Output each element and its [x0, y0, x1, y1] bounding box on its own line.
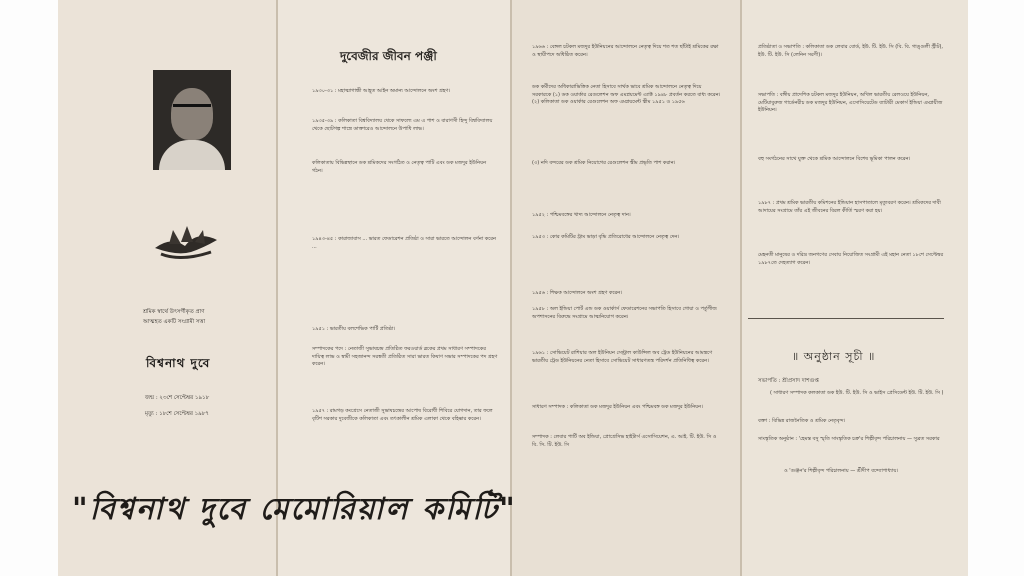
- bio-entry: ১৯৫৬ : শিক্ষক আন্দোলনে অংশ গ্রহণ করেন।: [532, 290, 623, 296]
- lotus-emblem-icon: [151, 218, 223, 270]
- program-item: বক্তা : বিভিন্ন রাজনৈতিক ও শ্রমিক নেতৃবৃন্দ।: [758, 418, 846, 424]
- death-date: মৃত্যু : ১৮শে সেপ্টেম্বর ১৯৮৭: [145, 411, 209, 417]
- bio-entry: ১৯৩৫-৩৯ : কলিকাতা বিশ্ববিদ্যালয় থেকে সাফল্যে এম এ পাশ ও বারাণসী হিন্দু বিশ্ববিদ্যালয় থেকে ছোটগল্প শাস্ত্রে ডাক্তারেও আন্দোলনে উপাধি লাভ।: [312, 118, 493, 132]
- person-name: বিশ্বনাথ দুবে: [146, 356, 211, 370]
- bio-entry: সম্পাদক : লেবার পার্টি অব ইন্ডিয়া, প্রোগ্রেসিভ হাইটার্স এসোসিয়েশন, এ. আই. টি. ইউ. সি ও বি. সি. টি. ইউ. সি: [532, 434, 717, 448]
- bio-entry: প্রতিষ্ঠাতা ও সভাপতি : কলিকাতা ডক লেবার বোর্ড, ইউ. টি. ইউ. সি (বি. বি. গাঙ্গুলী স্ট্রীট), ইউ. টি. ইউ. সি (লেনিন সরণী)।: [758, 44, 944, 58]
- bio-entry: ১৯৫৩ : কোর কমিটির ট্রাম ভাড়া বৃদ্ধি প্রতিরোধের আন্দোলনে নেতৃত্ব দেন।: [532, 234, 680, 240]
- section-divider: [748, 318, 944, 319]
- program-item: সাংস্কৃতিক অনুষ্ঠান : 'হেমন্ত বসু স্মৃতি সাংস্কৃতিক চক্র'র শিল্পীবৃন্দ পরিচালনায় — সুব্রত সরকার: [758, 436, 940, 442]
- bio-entry: ১৯৫২ : পশ্চিমবঙ্গের খাদ্য আন্দোলনে নেতৃত্ব দান।: [532, 212, 631, 218]
- portrait-photo: [153, 70, 231, 170]
- cover-caption-1: শ্রমিক স্বার্থে উৎসর্গীকৃত প্রাণ: [143, 309, 205, 315]
- portrait-glasses: [173, 104, 211, 115]
- program-title: ॥ অনুষ্ঠান সূচী ॥: [792, 350, 876, 363]
- bio-entry: ১৯৩০-৩১ : মহাত্মাগান্ধী আহূত আইন অমান্য আন্দোলনে অংশ গ্রহণ।: [312, 88, 451, 94]
- bio-entry: সভাপতি : বঙ্গীয় প্রাদেশিক চটকল মজদুর ইউনিয়ন, অখিল ভারতীয় রেলওয়ে ইউনিয়ন, মেটিয়াবুরুজ গার্ডেনরীচ ডক মজদুর ইউনিয়ন, এসোসিয়েটেড ব্যাটারী মেকার্স ইন্ডিয়া এমপ্লয়ীজ ইউনিয়ন।: [758, 92, 943, 113]
- program-item: ( সাধারণ সম্পাদক কলকাতা ডক ইউ. টি. ইউ. সি ও ভাইস প্রেসিডেন্ট ইউ. টি. ইউ. সি ): [770, 390, 944, 396]
- biography-heading: দুবেজীর জীবন পঞ্জী: [340, 49, 437, 63]
- bio-entry: কলিকাতায় বিভিন্নস্থানে ডক শ্রমিকদের সংগঠিত ও নেতৃত্ব পাটি এবং ডক মজদুর ইউনিয়ন গঠন।: [312, 160, 487, 174]
- birth-date: জন্ম : ২৩শে সেপ্টেম্বর ১৯১৮: [145, 395, 210, 401]
- bio-entry: ১৯৫৮ : অল ইন্ডিয়া পোর্ট এন্ড ডক ওয়ার্কার্স ফেডারেশনের সভাপতি হিসাবে গোয়া ও পর্তুগীজ অপশাসনের বিরুদ্ধে সংগ্রামে আত্মনিয়োগ করেন।: [532, 306, 717, 320]
- bio-entry: বহু সংগঠনের সাথে যুক্ত থেকে শ্রমিক আন্দোলনে বিশেষ ভূমিকা পালন করেন।: [758, 156, 911, 162]
- bio-entry: ১৯৮৭ : প্রথম শ্রমিক ভারতীয় কমিশনের ইন্ডিয়ান হাসপাতালে মৃত্যুবরণ করেন। শ্রমিকদের দাবী আদায়ের সংগ্রামে তাঁর এই জীবনের বিরল কীর্তি স্মরণ করা হয়।: [758, 200, 941, 214]
- committee-banner: "বিশ্বনাথ দুবে মেমোরিয়াল কমিটি": [72, 492, 517, 527]
- bio-entry: ১৯৪৩-৪৫ : কারাজাবাস ... ভারত ফেডারেশন প্রতিষ্ঠা ও সারা ভারতে আন্দোলন বর্ণনা করেন ...: [312, 236, 497, 250]
- program-item: ও 'গুঞ্জন'র শিল্পীবৃন্দ পরিচালনায় — শ্রীদীপ বন্দ্যোপাধ্যায়।: [784, 468, 899, 474]
- portrait-shirt: [159, 140, 225, 170]
- bio-entry: ১৯৬১ : সোভিয়েট রাশিয়ার অল ইউনিয়ন সেন্ট্রাল কাউন্সিল অব ট্রেড ইউনিয়নের আমন্ত্রণে ভারতীয় ট্রেড ইউনিয়নের নেতা হিসাবে সোভিয়েট সাধারণতন্ত্র পরিদর্শন প্রতিনিধিত্ব করেন।: [532, 350, 713, 364]
- cover-caption-2: আত্মহত একটি সংগ্রামী সত্তা: [143, 319, 206, 325]
- bio-entry: ১৯৫১ : ভারতীয় বলশেভিক পার্টি প্রতিষ্ঠা।: [312, 326, 396, 332]
- bio-entry: ডক কর্মীদের অধিকারাভিত্তিক নেতা হিসাবে সার্থক ভাবে শ্রমিক আন্দোলনে নেতৃত্ব দিয়ে সরকারকে (১) ডক ওয়ার্কার রেগুলেশন অফ এমপ্লয়মেন্ট এ্যাক্ট ১৯৪৮ প্রবর্তন করতে বাধ্য করেন। (২) কলিকাতা ডক ওয়ার্কার রেগুলেশন অফ এমপ্লয়মেন্ট স্কীম ১৯৫১ ও ১৯৫৬: [532, 84, 721, 105]
- bio-entry: ১৯৫৭ : রামগড় কংগ্রেসে নেতাজী সুভাষচন্দ্রের আপোষ বিরোধী শিবিরে যোগদান, তার ফলে বৃটিশ সরকার দুবেজীকে কলিকাতা এবং তৎকালীন শ্রমিক এলাকা থেকে বহিষ্কার করেন।: [312, 408, 493, 422]
- bio-entry: ১৯৬৬ : বেঙ্গল চটকল মজদুর ইউনিয়নের আন্দোলনে নেতৃত্ব দিয়ে শত শত ছাঁটাই শ্রমিকের রক্ষা ও স্থায়ীপদে অধিষ্ঠিত করেন।: [532, 44, 719, 58]
- bio-entry: সম্পাদকের পদে : নেতাজী সুভাষচন্দ্র প্রতিষ্ঠিত ফরওয়ার্ড ব্লকের প্রথম সাধারণ সম্পাদকের দায়িত্ব লাভ ও স্বামী সহজানন্দ সরস্বতী প্রতিষ্ঠিত সারা ভারত কিষাণ সভার সম্পাদকের পদ গ্রহণ করেন।: [312, 346, 498, 367]
- bio-entry: সাধারণ সম্পাদক : কলিকাতা ডক মজদুর ইউনিয়ন এবং পশ্চিমবঙ্গ ডক মজদুর ইউনিয়ন।: [532, 404, 703, 410]
- bio-entry: মেহনতী মানুষের ও দরিদ্র জনগণের সেবায় নিয়োজিত সংগ্রামী এই মহান নেতা ১৮শে সেপ্টেম্বর ১৯৮৭তে দেহত্যাগ করেন।: [758, 252, 944, 266]
- bio-entry: (৩) নদি বন্দরের ডক শ্রমিক নিয়োগের রেগুলেশন স্কীম প্রভৃতি পাশ করান।: [532, 160, 676, 166]
- program-item: সভাপতি : শ্রীপ্রসাদ দাশগুপ্ত: [758, 378, 819, 384]
- panel-program: [742, 0, 968, 576]
